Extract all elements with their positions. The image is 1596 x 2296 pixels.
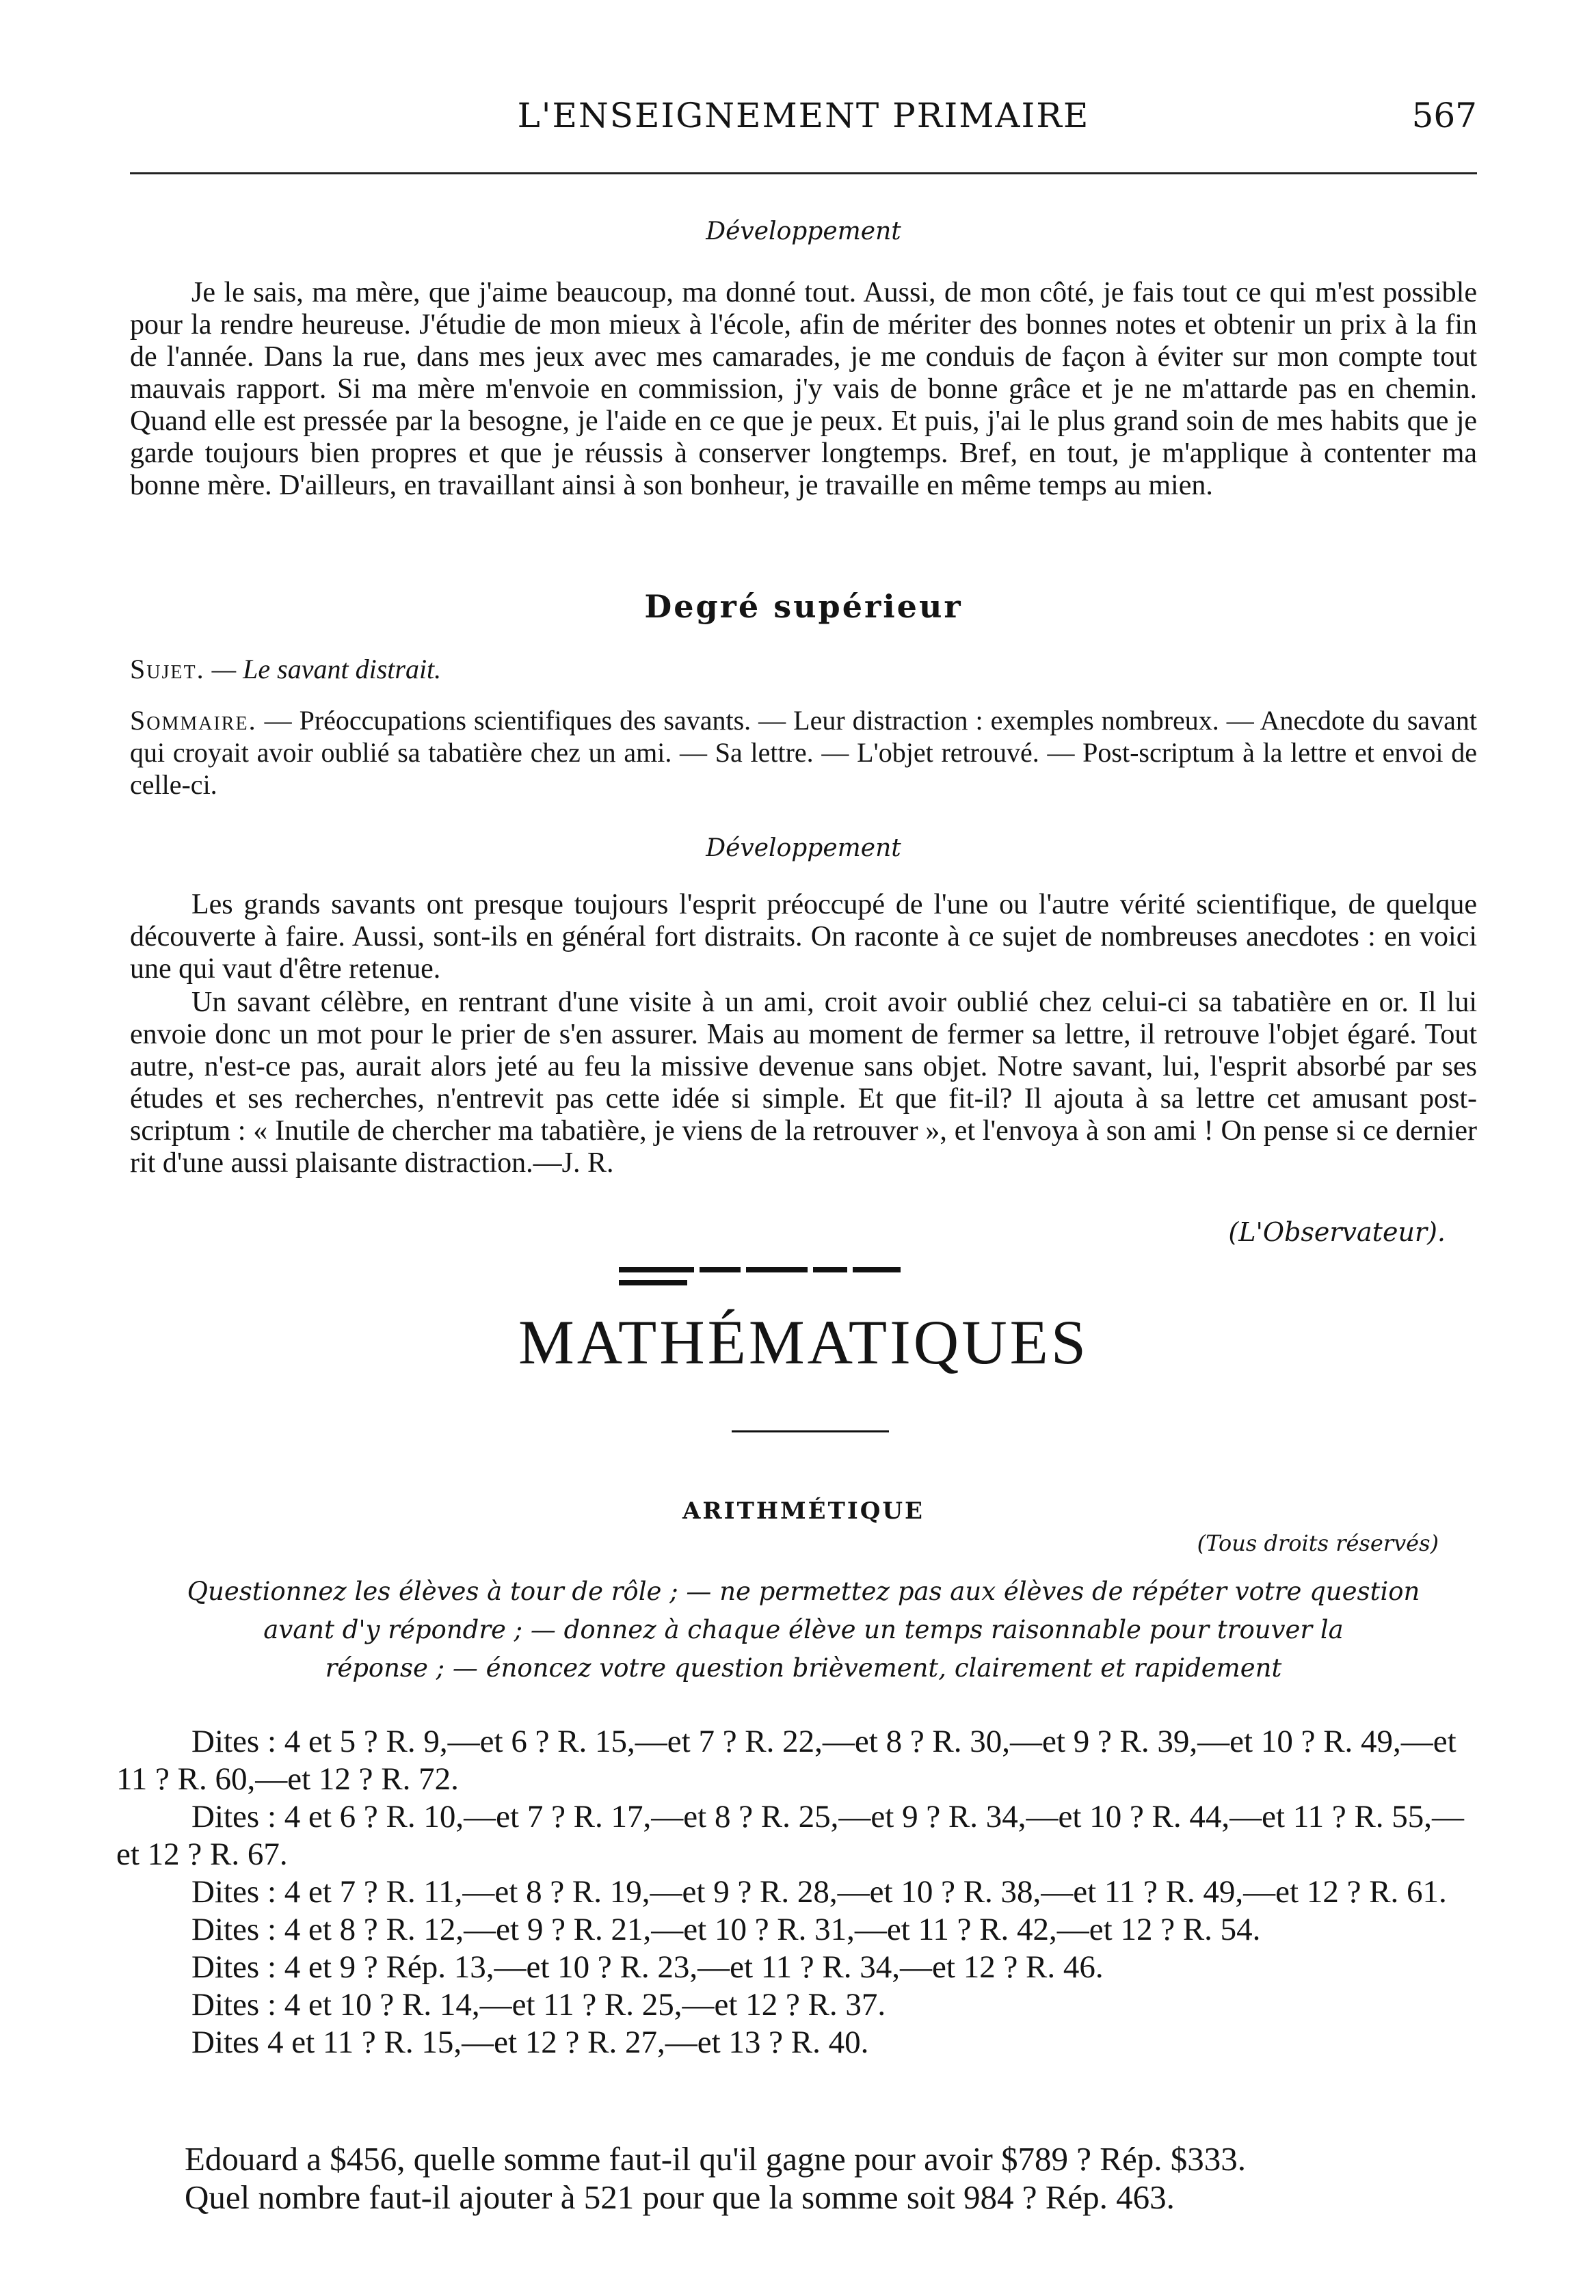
dites-row: Dites : 4 et 10 ? R. 14,—et 11 ? R. 25,—et 12 ? R. 37.	[191, 1987, 886, 2023]
dites-row: Dites : 4 et 6 ? R. 10,—et 7 ? R. 17,—et 8 ? R. 25,—et 9 ? R. 34,—et 10 ? R. 44,—et 11 ? R. 55,—et 12 ? R. 67.	[116, 1799, 1465, 1872]
dites-row: Dites 4 et 11 ? R. 15,—et 12 ? R. 27,—et 13 ? R. 40.	[191, 2025, 869, 2060]
dites-row: Dites : 4 et 8 ? R. 12,—et 9 ? R. 21,—et 10 ? R. 31,—et 11 ? R. 42,—et 12 ? R. 54.	[191, 1912, 1261, 1947]
arithmetique-subtitle: ARITHMÉTIQUE	[682, 1497, 925, 1525]
sommaire-text: — Préoccupations scientifiques des savants. — Leur distraction : exemples nombreux. — Anecdote du savant qui croyait avoir oublié sa tabatière chez un ami. — Sa lettre. — L'objet retrouvé. — Post-scriptum à la lettre et envoi de celle-ci.	[130, 705, 1478, 800]
page-header	[130, 96, 1477, 144]
mathematiques-title: MATHÉMATIQUES	[518, 1307, 1089, 1377]
sujet-label: Sujet.	[130, 654, 205, 684]
ornamental-divider	[619, 1262, 974, 1270]
developpement-paragraph-2: Les grands savants ont presque toujours l'esprit préoccupé de l'une ou l'autre vérité scientifique, de quelque découverte à faire. Aussi, sont-ils en général fort distraits. On raconte à ce sujet de nombreuses anecdotes : en voici une qui vaut d'être retenue.	[130, 889, 1477, 985]
problem-item: Quel nombre faut-il ajouter à 521 pour que la somme soit 984 ? Rép. 463.	[185, 2178, 1175, 2216]
header-rule	[130, 172, 1477, 174]
instructions-block	[130, 1573, 1477, 1687]
instructions-line: Questionnez les élèves à tour de rôle ; — ne permettez pas aux élèves de répéter votre question	[187, 1577, 1420, 1606]
sujet-text: — Le savant distrait.	[211, 654, 442, 684]
problem-item: Edouard a $456, quelle somme faut-il qu'il gagne pour avoir $789 ? Rép. $333.	[185, 2140, 1246, 2178]
sommaire-label: Sommaire.	[130, 705, 257, 736]
section-heading-developpement-2: Développement	[706, 834, 901, 862]
section-heading-developpement-1: Développement	[706, 217, 901, 245]
dites-row: Dites : 4 et 9 ? Rép. 13,—et 10 ? R. 23,—et 11 ? R. 34,—et 12 ? R. 46.	[191, 1949, 1104, 1985]
source-attribution: (L'Observateur).	[1228, 1217, 1446, 1247]
degre-superieur-title: Degré supérieur	[644, 588, 963, 625]
dites-row: Dites : 4 et 5 ? R. 9,—et 6 ? R. 15,—et 7 ? R. 22,—et 8 ? R. 30,—et 9 ? R. 39,—et 10 ? R. 49,—et 11 ? R. 60,—et 12 ? R. 72.	[116, 1724, 1457, 1797]
mental-arithmetic-list	[116, 1723, 1484, 2061]
title-rule	[732, 1430, 889, 1432]
running-title: L'ENSEIGNEMENT PRIMAIRE	[517, 96, 1090, 135]
word-problems	[116, 2140, 1484, 2217]
developpement-paragraph-1: Je le sais, ma mère, que j'aime beaucoup, ma donné tout. Aussi, de mon côté, je fais tout ce qui m'est possible pour la rendre heureuse. J'étudie de mon mieux à l'école, afin de mériter des bonnes notes et obtenir un prix à la fin de l'année. Dans la rue, dans mes jeux avec mes camarades, je me conduis de façon à éviter sur mon compte tout mauvais rapport. Si ma mère m'envoie en commission, j'y vais de bonne grâce et je ne m'attarde pas en chemin. Quand elle est pressée par la besogne, je l'aide en ce que je peux. Et puis, j'ai le plus grand soin de mes habits que je garde toujours bien propres et que je réussis à conserver longtemps. Bref, en tout, je m'applique à contenter ma bonne mère. D'ailleurs, en travaillant ainsi à son bonheur, je travaille en même temps au mien.	[130, 277, 1477, 501]
developpement-paragraph-3: Un savant célèbre, en rentrant d'une visite à un ami, croit avoir oublié chez celui-ci sa tabatière en or. Il lui envoie donc un mot pour le prier de s'en assurer. Mais au moment de fermer sa lettre, il retrouve l'objet égaré. Tout autre, n'est-ce pas, aurait alors jeté au feu la missive devenue sans objet. Notre savant, lui, l'esprit absorbé par ses études et ses recherches, n'entrevit pas cette idée si simple. Et que fit-il? Il ajouta à sa lettre cet amusant post-scriptum : « Inutile de chercher ma tabatière, je viens de la retrouver », et l'envoya à son ami ! On pense si ce dernier rit d'une aussi plaisante distraction.—J. R.	[130, 987, 1477, 1179]
instructions-line: avant d'y répondre ; — donnez à chaque élève un temps raisonnable pour trouver la	[263, 1615, 1344, 1644]
sommaire-block	[130, 704, 1477, 801]
page-number: 567	[1411, 96, 1477, 135]
instructions-line: réponse ; — énoncez votre question brièvement, clairement et rapidement	[325, 1653, 1282, 1683]
sujet-line	[130, 653, 1477, 685]
dites-row: Dites : 4 et 7 ? R. 11,—et 8 ? R. 19,—et 9 ? R. 28,—et 10 ? R. 38,—et 11 ? R. 49,—et 12 ? R. 61.	[191, 1874, 1447, 1910]
rights-reserved: (Tous droits réservés)	[1197, 1530, 1439, 1556]
